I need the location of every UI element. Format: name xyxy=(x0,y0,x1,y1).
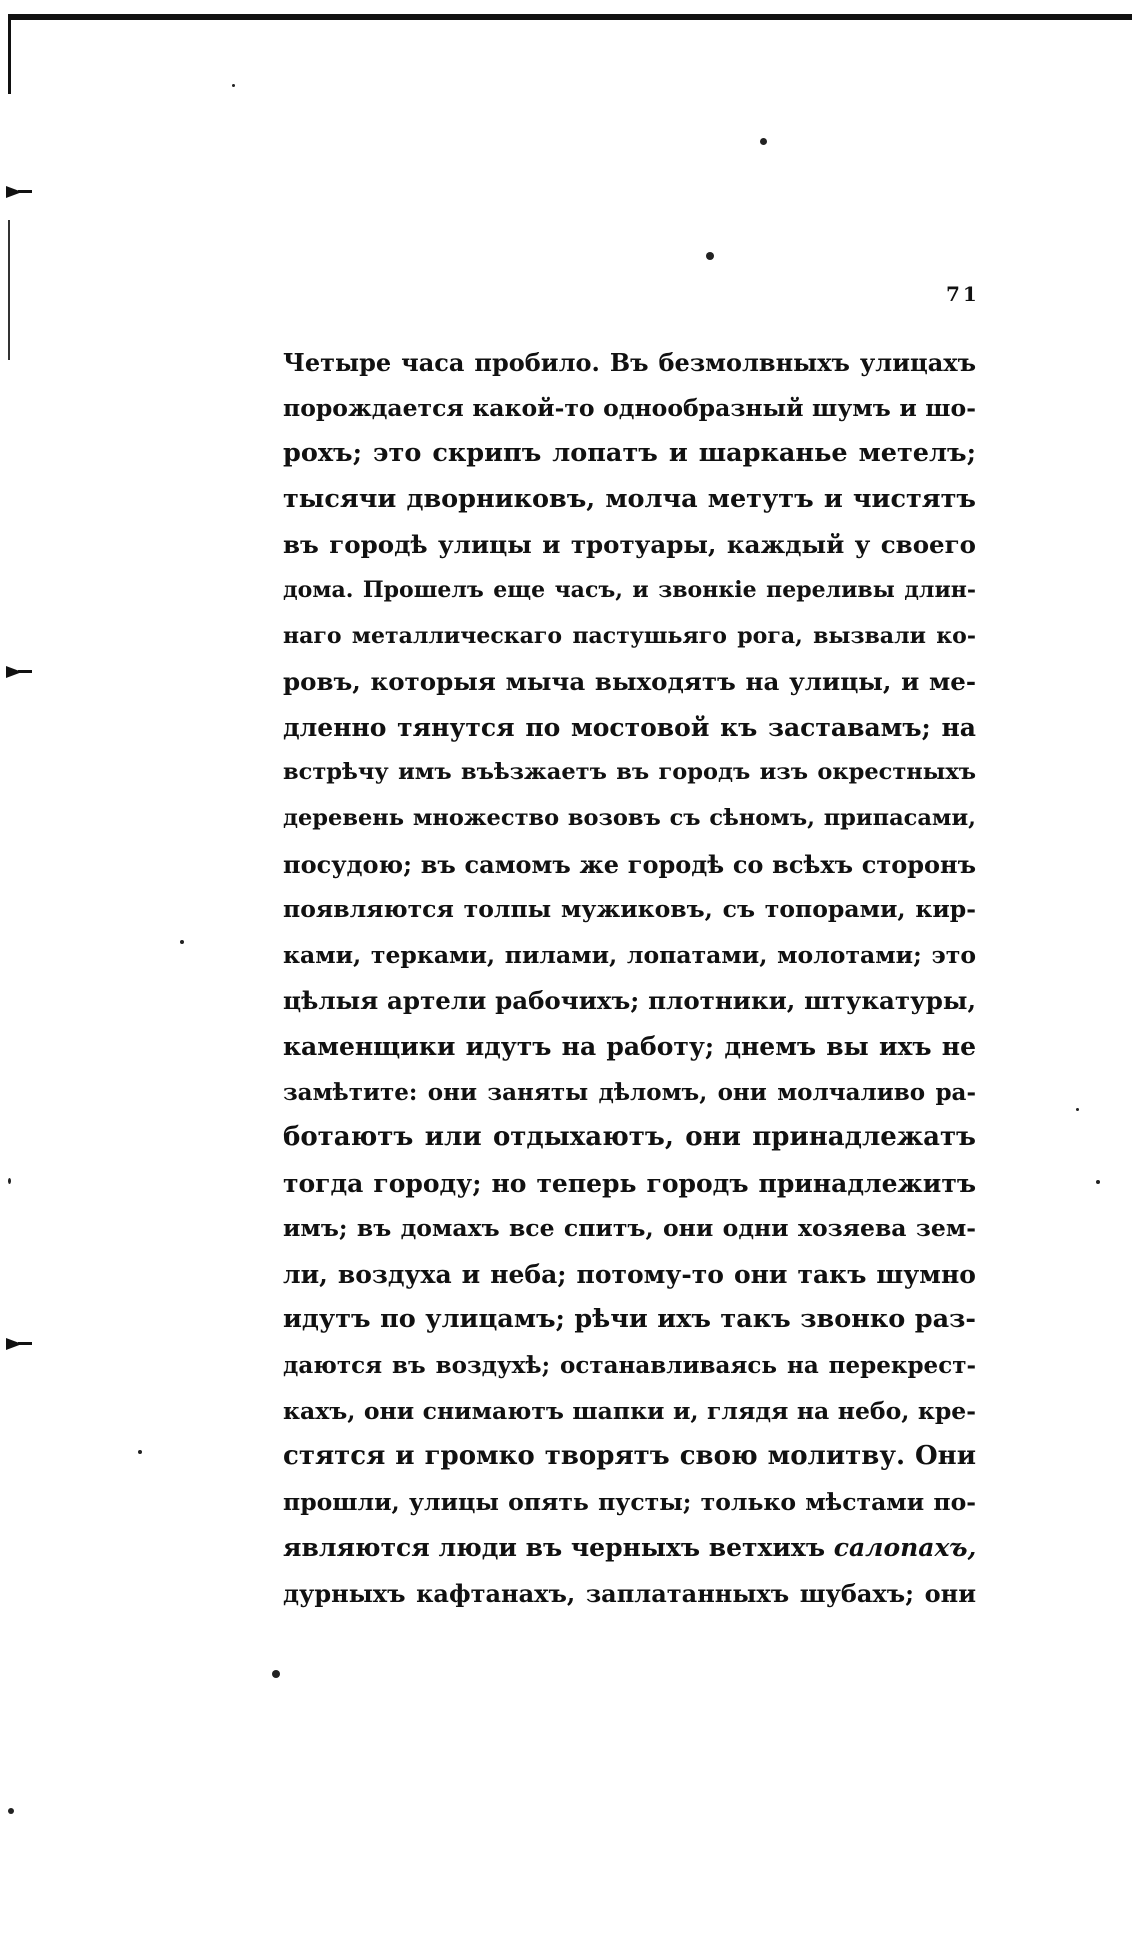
text-line: кахъ, они снимаютъ шапки и, глядя на небо, кре- xyxy=(283,1396,976,1425)
ink-speck xyxy=(8,1808,14,1814)
text-line: посудою; въ самомъ же городѣ со всѣхъ сторонъ xyxy=(283,849,976,879)
text-line: замѣтите: они заняты дѣломъ, они молчаливо ра- xyxy=(283,1078,976,1106)
text-line: ботаютъ или отдыхаютъ, они принадлежатъ xyxy=(283,1122,976,1153)
text-line: даются въ воздухѣ; останавливаясь на перекрест- xyxy=(283,1352,976,1380)
margin-pointer-icon xyxy=(6,1338,32,1348)
text-line: наго металлическаго пастушьяго рога, вызвали ко- xyxy=(283,622,976,649)
text-line: тысячи дворниковъ, молча метутъ и чистятъ xyxy=(283,483,976,514)
italic-word: салопахъ, xyxy=(833,1533,977,1563)
text-line: ками, терками, пилами, лопатами, молотами; это xyxy=(283,940,976,969)
text-line: ли, воздуха и неба; потому-то они такъ шумно xyxy=(283,1259,976,1289)
ink-speck xyxy=(232,84,235,87)
margin-pointer-icon xyxy=(6,666,32,676)
text-line: тогда городу; но теперь городъ принадлежитъ xyxy=(283,1168,976,1198)
text-line: имъ; въ домахъ все спитъ, они одни хозяева зем- xyxy=(283,1214,976,1243)
text-line: идутъ по улицамъ; рѣчи ихъ такъ звонко раз- xyxy=(283,1304,976,1335)
text-line: порождается какой-то однообразный шумъ и шо- xyxy=(283,393,976,422)
text-line: рохъ; это скрипъ лопатъ и шарканье метелъ; xyxy=(283,438,976,469)
left-margin-rule xyxy=(8,220,10,360)
text-line: прошли, улицы опять пусты; только мѣстами по- xyxy=(283,1487,976,1516)
text-line: ровъ, которыя мыча выходятъ на улицы, и ме- xyxy=(283,667,976,697)
body-text xyxy=(283,340,976,1617)
text-line: каменщики идутъ на работу; днемъ вы ихъ не xyxy=(283,1031,976,1061)
text-line: деревень множество возовъ съ сѣномъ, припасами, xyxy=(283,804,976,831)
ink-speck xyxy=(760,138,767,145)
text-line: цѣлыя артели рабочихъ; плотники, штукатуры, xyxy=(283,986,976,1016)
text-line-segment: являются люди въ черныхъ ветхихъ xyxy=(283,1533,826,1563)
text-line: дурныхъ кафтанахъ, заплатанныхъ шубахъ; они xyxy=(283,1579,976,1609)
text-line: встрѣчу имъ въѣзжаетъ въ городъ изъ окрестныхъ xyxy=(283,759,976,786)
text-line: Четыре часа пробило. Въ безмолвныхъ улицахъ xyxy=(283,348,976,377)
margin-pointer-icon xyxy=(6,186,32,196)
top-border-rule xyxy=(8,14,1132,20)
ink-speck xyxy=(138,1450,142,1454)
text-line: стятся и громко творятъ свою молитву. Они xyxy=(283,1441,976,1472)
ink-speck xyxy=(180,940,184,944)
ink-speck xyxy=(706,252,714,260)
text-line: появляются толпы мужиковъ, съ топорами, кир- xyxy=(283,895,976,924)
text-line: въ городѣ улицы и тротуары, каждый у своего xyxy=(283,530,976,560)
text-line-with-italic xyxy=(283,1525,976,1571)
text-line: дленно тянутся по мостовой къ заставамъ; на xyxy=(283,712,976,742)
ink-speck xyxy=(1096,1180,1100,1184)
ink-speck xyxy=(8,1178,11,1184)
left-border-rule xyxy=(8,14,11,94)
ink-speck xyxy=(272,1670,280,1678)
ink-speck xyxy=(1076,1108,1079,1111)
text-line: дома. Прошелъ еще часъ, и звонкіе переливы длин- xyxy=(283,576,976,603)
page-number: 71 xyxy=(946,282,980,306)
